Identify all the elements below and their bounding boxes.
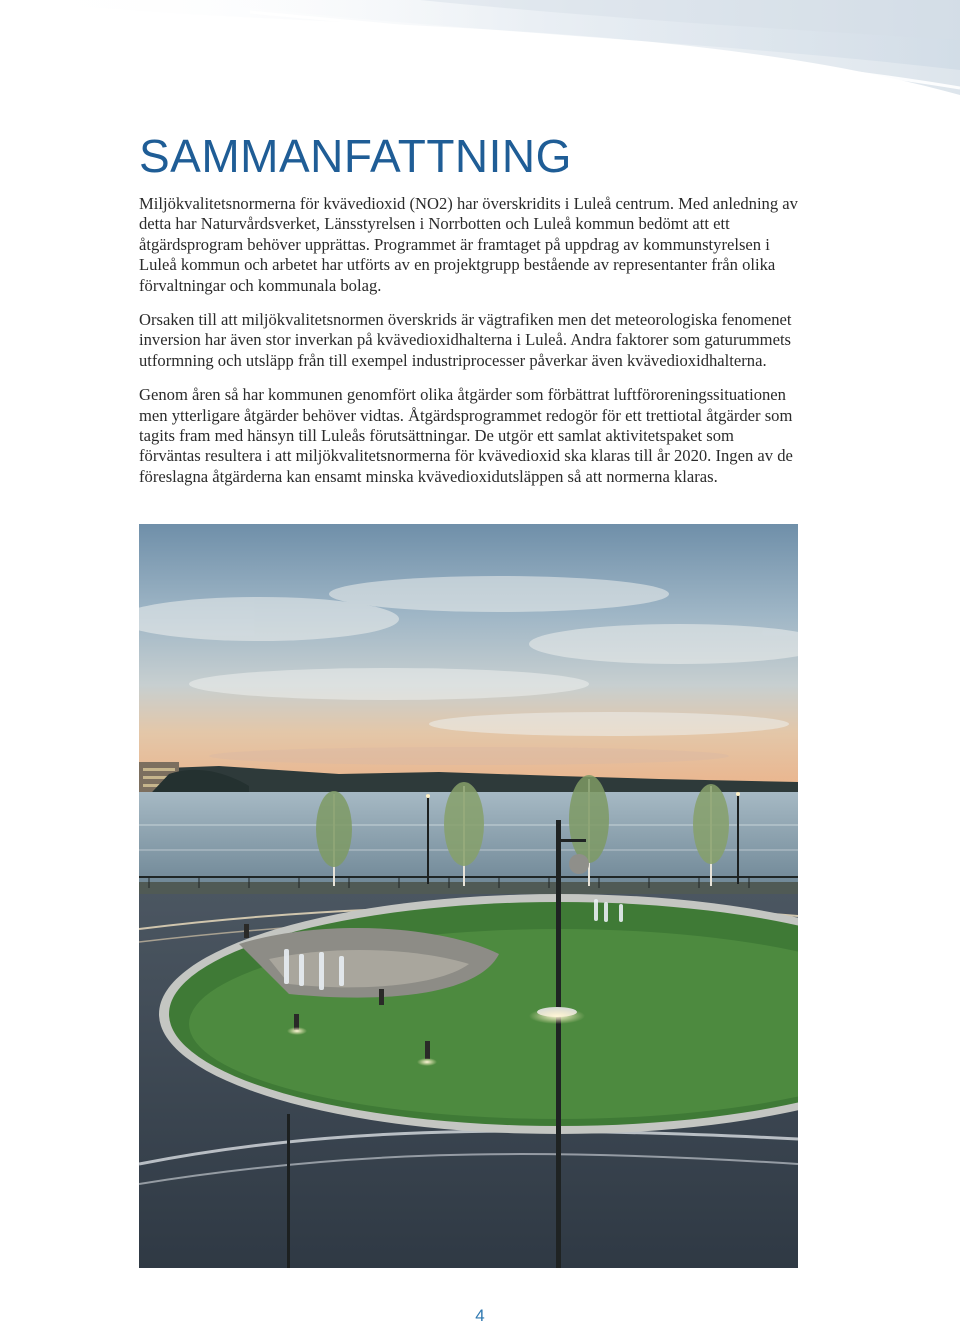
header-swoosh-decoration (0, 0, 960, 120)
paragraph-measures: Genom åren så har kommunen genomfört olika åtgärder som förbättrat luftföroreningssituationen men ytterligare åtgärder behöver vidtas. Åtgärdsprogrammet redogör för ett trettiotal åtgärder som tagits fram med hänsyn till Luleås förutsättningar. De utgör ett samlat aktivitetspaket som förväntas resultera i att miljökvalitetsnormerna för kvävedioxid ska klaras till år 2020. Ingen av de föreslagna åtgärderna kan ensamt minska kvävedioxidutsläppen så att normerna klaras. (139, 385, 793, 486)
summary-body (139, 194, 799, 501)
paragraph-intro: Miljökvalitetsnormerna för kvävedioxid (NO2) har överskridits i Luleå centrum. Med anledning av detta har Naturvårdsverket, Länsstyrelsen i Norrbotten och Luleå kommun bedömt att ett åtgärdsprogram behöver upprättas. Programmet är framtaget på uppdrag av kommunstyrelsen i Luleå kommun och arbetet har utförts av en projektgrupp bestående av representanter från olika förvaltningar och kommunala bolag. (139, 194, 798, 295)
paragraph-causes: Orsaken till att miljökvalitetsnormen överskrids är vägtrafiken men det meteorologiska fenomenet inversion har även stor inverkan på kvävedioxidhalterna i Luleå. Andra faktorer som gaturummets utformning och utsläpp från till exempel industriprocesser påverkar även kvävedioxidhalterna. (139, 310, 792, 370)
roundabout-photo (139, 524, 798, 1268)
page-title: SAMMANFATTNING (139, 130, 572, 182)
page-number: 4 (475, 1306, 485, 1325)
